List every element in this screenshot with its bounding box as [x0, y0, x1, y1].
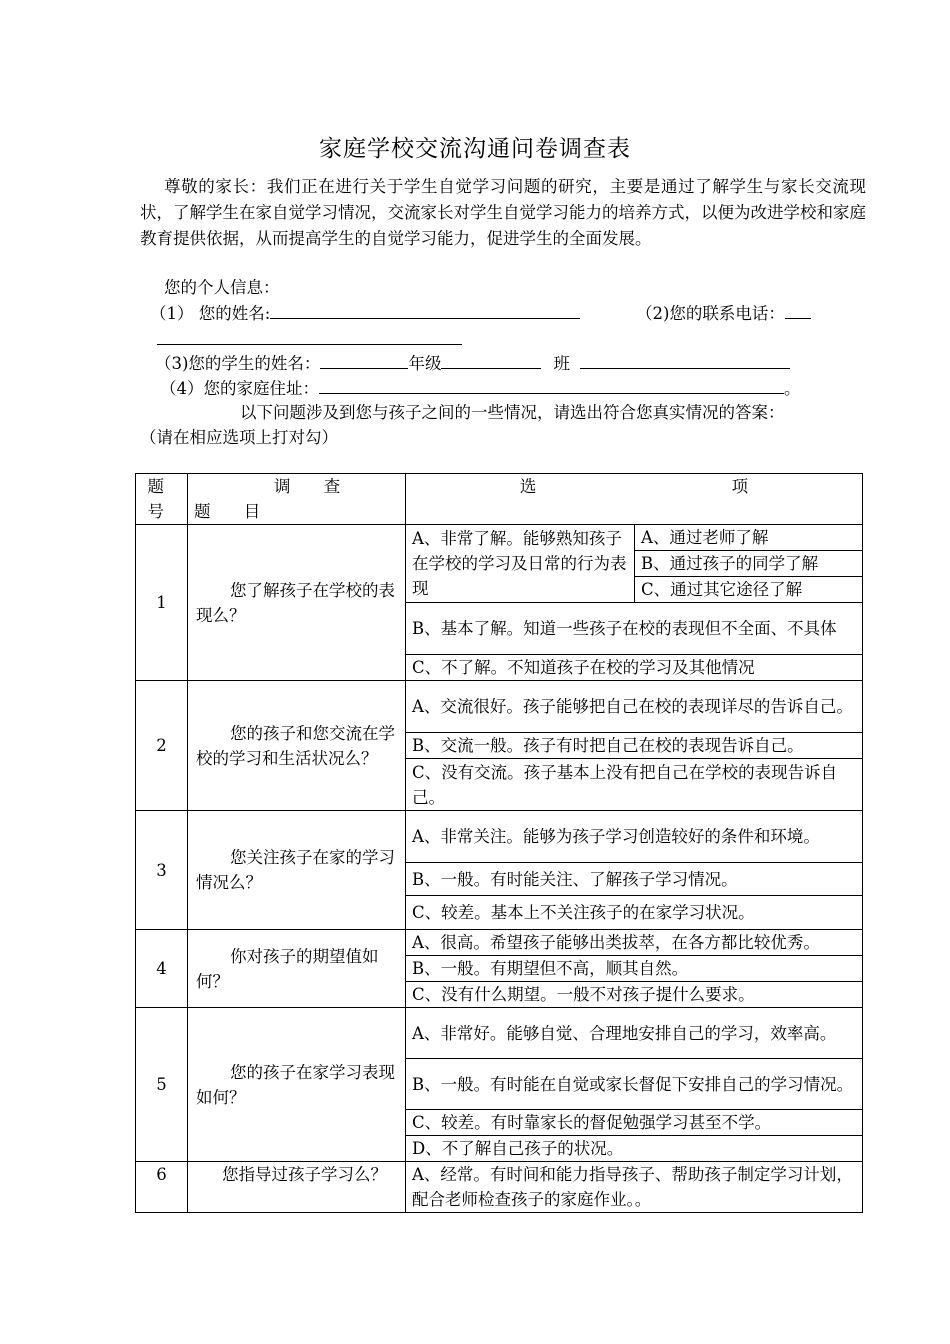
- instruction-line-2: （请在相应选项上打对勾）: [140, 428, 338, 447]
- q6-option-a[interactable]: A、经常。有时间和能力指导孩子、帮助孩子制定学习计划，配合老师检查孩子的家庭作业。。: [406, 1162, 863, 1213]
- intro-paragraph: 尊敬的家长：我们正在进行关于学生自觉学习问题的研究，主要是通过了解学生与家长交流现状，了解学生在家自觉学习情况，交流家长对学生自觉学习能力的培养方式，以便为改进学校和家庭教育提供依据，从而提高学生的自觉学习能力，促进学生的全面发展。: [140, 177, 866, 248]
- phone-continuation: [157, 326, 462, 352]
- address-end: 。: [784, 379, 801, 398]
- q2-question: 您的孩子和您交流在学校的学习和生活状况么？: [188, 681, 406, 811]
- q2-option-a[interactable]: A、交流很好。孩子能够把自己在校的表现详尽的告诉自己。: [406, 681, 863, 733]
- name-field-row: [150, 300, 580, 326]
- header-question: 调 查 题 目: [188, 474, 406, 525]
- class-input[interactable]: [580, 350, 790, 369]
- q6-question: 您指导过孩子学习么？: [188, 1162, 406, 1213]
- q4-option-c[interactable]: C、没有什么期望。一般不对孩子提什么要求。: [406, 982, 863, 1008]
- page-title: 家庭学校交流沟通问卷调查表: [319, 136, 631, 162]
- q5-option-a[interactable]: A、非常好。能够自觉、合理地安排自己的学习，效率高。: [406, 1008, 863, 1059]
- table-row: [136, 525, 863, 551]
- q1-option-a[interactable]: A、非常了解。能够熟知孩子在学校的学习及日常的行为表现: [406, 525, 635, 603]
- address-label: （4）您的家庭住址：: [160, 379, 319, 398]
- name-label: （1） 您的姓名:: [150, 304, 271, 323]
- q1-sub-option-a[interactable]: A、通过老师了解: [635, 525, 863, 551]
- student-name-label: （3)您的学生的姓名：: [155, 354, 321, 373]
- q1-question: 您了解孩子在学校的表现么？: [188, 525, 406, 681]
- table-row: [136, 681, 863, 733]
- table-row: [136, 1162, 863, 1213]
- name-input[interactable]: [270, 300, 580, 319]
- header-options: 选 项: [406, 474, 863, 525]
- q1-option-b[interactable]: B、基本了解。知道一些孩子在校的表现但不全面、不具体: [406, 603, 863, 655]
- student-field-row: [155, 350, 790, 376]
- q3-number: 3: [136, 811, 188, 930]
- q2-option-c[interactable]: C、没有交流。孩子基本上没有把自己在学校的表现告诉自己。: [406, 759, 863, 811]
- table-row: [136, 1008, 863, 1059]
- q1-sub-option-b[interactable]: B、通过孩子的同学了解: [635, 551, 863, 577]
- student-name-input[interactable]: [320, 350, 408, 369]
- q5-number: 5: [136, 1008, 188, 1162]
- q5-option-d[interactable]: D、不了解自己孩子的状况。: [406, 1136, 863, 1162]
- q6-number: 6: [136, 1162, 188, 1213]
- table-row: [136, 811, 863, 863]
- q5-option-c[interactable]: C、较差。有时靠家长的督促勉强学习甚至不学。: [406, 1110, 863, 1136]
- address-field-row: [160, 375, 801, 401]
- address-input[interactable]: [319, 375, 784, 394]
- survey-table: [135, 473, 863, 1213]
- personal-info-heading: 您的个人信息：: [164, 278, 280, 297]
- q4-number: 4: [136, 930, 188, 1008]
- q1-sub-option-c[interactable]: C、通过其它途径了解: [635, 577, 863, 603]
- grade-input[interactable]: [441, 350, 541, 369]
- q2-number: 2: [136, 681, 188, 811]
- q3-question: 您关注孩子在家的学习情况么？: [188, 811, 406, 930]
- q5-question: 您的孩子在家学习表现如何？: [188, 1008, 406, 1162]
- q5-option-b[interactable]: B、一般。有时能在自觉或家长督促下安排自己的学习情况。: [406, 1059, 863, 1110]
- q3-option-a[interactable]: A、非常关注。能够为孩子学习创造较好的条件和环境。: [406, 811, 863, 863]
- grade-label: 年级: [408, 354, 442, 373]
- table-header-row: [136, 474, 863, 525]
- phone-input[interactable]: [785, 300, 811, 319]
- q3-option-b[interactable]: B、一般。有时能关注、了解孩子学习情况。: [406, 863, 863, 896]
- q4-question: 你对孩子的期望值如何？: [188, 930, 406, 1008]
- phone-field-row: [636, 300, 811, 326]
- header-number: 题号: [136, 474, 188, 525]
- q4-option-b[interactable]: B、一般。有期望但不高，顺其自然。: [406, 956, 863, 982]
- q3-option-c[interactable]: C、较差。基本上不关注孩子的在家学习状况。: [406, 896, 863, 930]
- phone-label: （2)您的联系电话：: [636, 304, 785, 323]
- q1-option-c[interactable]: C、不了解。不知道孩子在校的学习及其他情况: [406, 655, 863, 681]
- q1-number: 1: [136, 525, 188, 681]
- phone-input-continued[interactable]: [157, 326, 462, 345]
- q2-option-b[interactable]: B、交流一般。孩子有时把自己在校的表现告诉自己。: [406, 733, 863, 759]
- class-label: 班: [553, 354, 570, 373]
- instruction-line-1: 以下问题涉及到您与孩子之间的一些情况，请选出符合您真实情况的答案：: [240, 403, 785, 422]
- q4-option-a[interactable]: A、很高。希望孩子能够出类拔萃，在各方都比较优秀。: [406, 930, 863, 956]
- table-row: [136, 930, 863, 956]
